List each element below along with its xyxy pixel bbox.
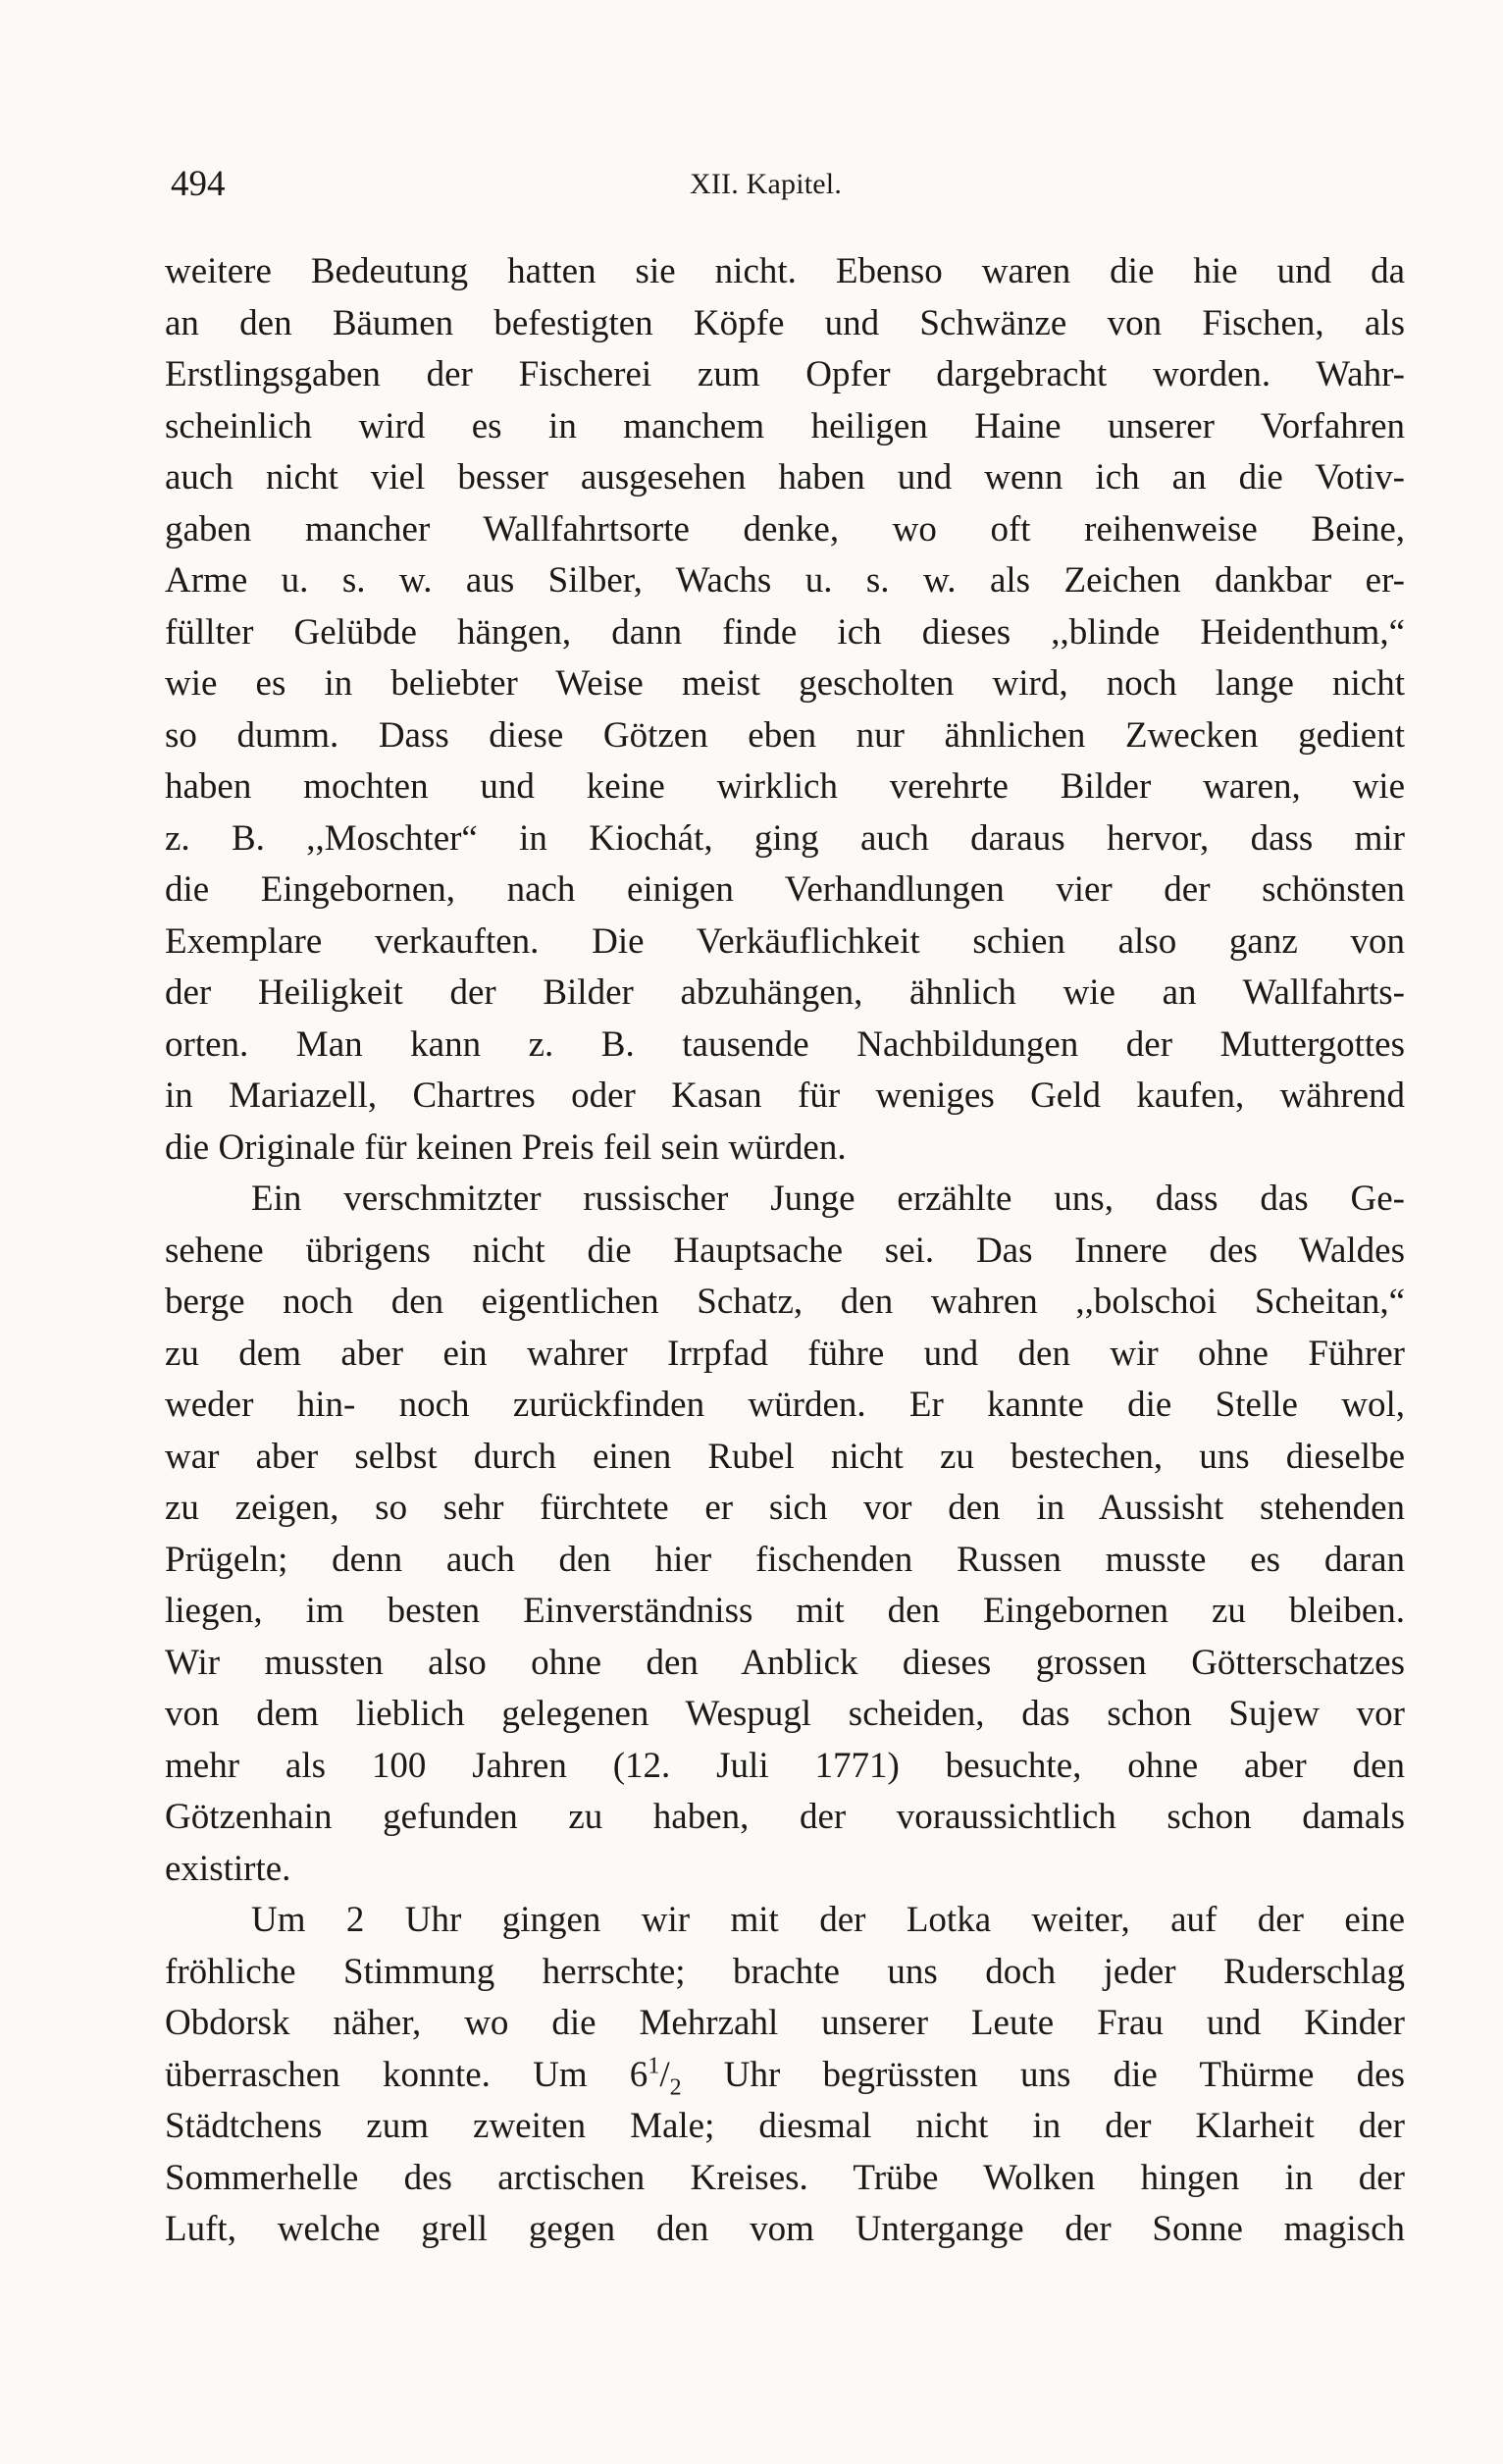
text-line: gaben mancher Wallfahrtsorte denke, wo oft reihenweise Beine,	[165, 508, 1405, 550]
text-line: auch nicht viel besser ausgesehen haben und wenn ich an die Votiv-	[165, 457, 1405, 498]
text-line: Götzenhain gefunden zu haben, der voraussichtlich schon damals	[165, 1797, 1405, 1837]
fraction-denominator: 2	[669, 2073, 682, 2100]
text-line: zu zeigen, so sehr fürchtete er sich vor den in Aussisht stehenden	[165, 1488, 1405, 1528]
text-segment: Uhr begrüssten uns die Thürme des	[681, 2054, 1405, 2095]
text-line: in Mariazell, Chartres oder Kasan für weniges Geld kaufen, während	[165, 1075, 1405, 1116]
text-line: von dem lieblich gelegenen Wespugl scheiden, das schon Sujew vor	[165, 1694, 1405, 1734]
text-line: Obdorsk näher, wo die Mehrzahl unserer Leute Frau und Kinder	[165, 2003, 1405, 2043]
text-line: weitere Bedeutung hatten sie nicht. Ebenso waren die hie und da	[165, 251, 1405, 291]
text-line: Exemplare verkauften. Die Verkäuflichkeit schien also ganz von	[165, 920, 1405, 962]
text-line: weder hin- noch zurückfinden würden. Er kannte die Stelle wol,	[165, 1385, 1405, 1425]
text-line: die Originale für keinen Preis feil sein würden.	[165, 1127, 847, 1168]
text-segment: überraschen konnte. Um 6	[165, 2054, 648, 2095]
text-line: Wir mussten also ohne den Anblick dieses grossen Götterschatzes	[165, 1642, 1405, 1683]
fraction-slash: /	[659, 2054, 670, 2095]
text-line: berge noch den eigentlichen Schatz, den wahren ,,bolschoi Scheitan,“	[165, 1282, 1405, 1322]
text-line: war aber selbst durch einen Rubel nicht zu bestechen, uns dieselbe	[165, 1436, 1405, 1477]
text-line: Arme u. s. w. aus Silber, Wachs u. s. w. als Zeichen dankbar er-	[165, 560, 1405, 601]
text-line: haben mochten und keine wirklich verehrte Bilder waren, wie	[165, 766, 1405, 807]
fraction-numerator: 1	[648, 2053, 660, 2079]
text-line: an den Bäumen befestigten Köpfe und Schwänze von Fischen, als	[165, 302, 1405, 343]
text-line: mehr als 100 Jahren (12. Juli 1771) besuchte, ohne aber den	[165, 1745, 1405, 1786]
text-line: der Heiligkeit der Bilder abzuhängen, ähnlich wie an Wallfahrts-	[165, 972, 1405, 1013]
text-line-with-fraction	[165, 2050, 1405, 2102]
text-line: Städtchens zum zweiten Male; diesmal nicht in der Klarheit der	[165, 2106, 1405, 2146]
text-line: die Eingebornen, nach einigen Verhandlungen vier der schönsten	[165, 869, 1405, 910]
text-line: fröhliche Stimmung herrschte; brachte uns doch jeder Ruderschlag	[165, 1951, 1405, 1992]
text-line: Erstlingsgaben der Fischerei zum Opfer dargebracht worden. Wahr-	[165, 354, 1405, 394]
paragraph-first-line: Um 2 Uhr gingen wir mit der Lotka weiter, auf der eine	[251, 1900, 1405, 1940]
running-head: XII. Kapitel.	[690, 168, 843, 200]
text-line: orten. Man kann z. B. tausende Nachbildungen der Muttergottes	[165, 1023, 1405, 1065]
page-number: 494	[171, 164, 226, 204]
text-line: Prügeln; denn auch den hier fischenden Russen musste es daran	[165, 1539, 1405, 1580]
text-line: Luft, welche grell gegen den vom Untergange der Sonne magisch	[165, 2209, 1405, 2249]
text-line: füllter Gelübde hängen, dann finde ich dieses ,,blinde Heidenthum,“	[165, 611, 1405, 653]
page-header	[0, 155, 1503, 214]
text-line: wie es in beliebter Weise meist gescholten wird, noch lange nicht	[165, 663, 1405, 704]
text-line: so dumm. Dass diese Götzen eben nur ähnlichen Zwecken gedient	[165, 714, 1405, 756]
body-text	[165, 246, 1405, 2256]
text-line: liegen, im besten Einverständniss mit den Eingebornen zu bleiben.	[165, 1591, 1405, 1631]
paragraph-first-line: Ein verschmitzter russischer Junge erzählte uns, dass das Ge-	[251, 1179, 1405, 1219]
text-line: zu dem aber ein wahrer Irrpfad führe und den wir ohne Führer	[165, 1333, 1405, 1374]
text-line: Sommerhelle des arctischen Kreises. Trübe Wolken hingen in der	[165, 2157, 1405, 2198]
text-line: sehene übrigens nicht die Hauptsache sei. Das Innere des Waldes	[165, 1230, 1405, 1271]
text-line: z. B. ,,Moschter“ in Kiochát, ging auch daraus hervor, dass mir	[165, 817, 1405, 859]
text-line: existirte.	[165, 1848, 291, 1889]
text-line: scheinlich wird es in manchem heiligen Haine unserer Vorfahren	[165, 405, 1405, 446]
